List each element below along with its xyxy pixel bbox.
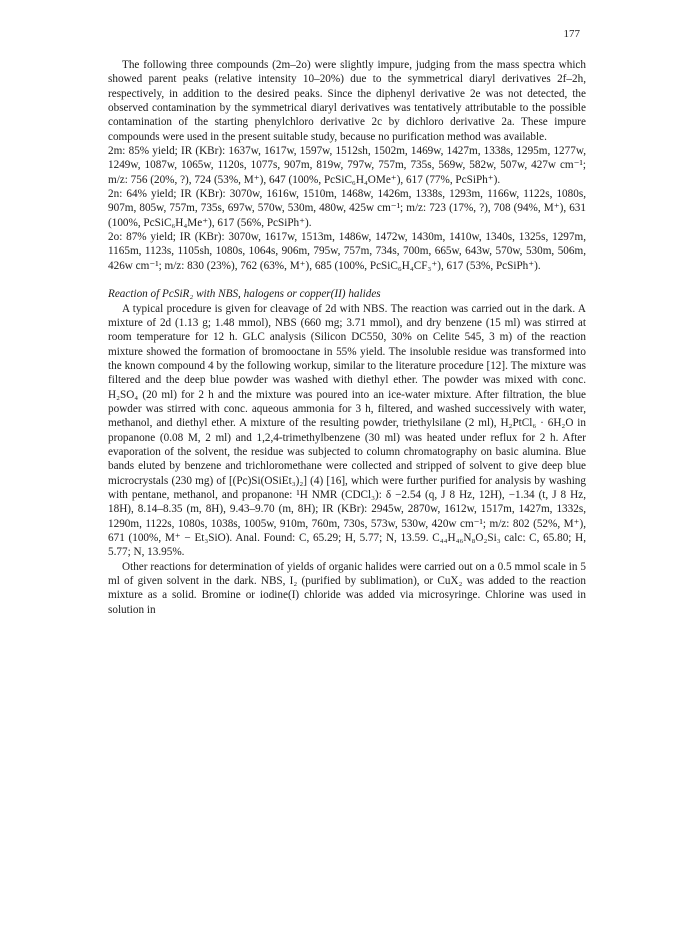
intro-paragraph: The following three compounds (2m–2o) were slightly impure, judging from the mass spectra which showed parent peaks (relative intensity 10–20%) due to the symmetrical diaryl derivatives 2f–2h, respectively, in addition to the desired peaks. Since the diphenyl derivative 2e was not detected, the observed contamination by the symmetrical diaryl derivatives was tentatively attributable to the possible contamination of the starting phenylchloro derivative 2c by dichloro derivative 2a. These impure compounds were used in the present suitable study, because no purification method was available.: [108, 59, 586, 143]
other-reactions-paragraph: Other reactions for determination of yields of organic halides were carried out on a 0.5 mmol scale in 5 ml of given solvent in the dark. NBS, I₂ (purified by sublimation), or CuX₂ was added to the reaction mixture as a solid. Bromine or iodine(I) chloride was added via microsyringe. Chlorine was used in solution in: [108, 560, 586, 616]
page-number: 177: [563, 28, 580, 40]
compound-2o-data: 2o: 87% yield; IR (KBr): 3070w, 1617w, 1513m, 1486w, 1472w, 1430m, 1410w, 1340s, 1325s, 1297m, 1165m, 1123s, 1105sh, 1080s, 1064s, 906m, 795w, 757m, 734s, 700m, 665w, 643w, 570w, 530m, 506m, 426w cm⁻¹; m/z: 830 (23%), 762 (63%, M⁺), 685 (100%, PcSiC₆H₄CF₃⁺), 617 (53%, PcSiPh⁺).: [108, 231, 586, 272]
compound-2n-data: 2n: 64% yield; IR (KBr): 3070w, 1616w, 1510m, 1468w, 1426m, 1338s, 1293m, 1166w, 1122s, 1080s, 907m, 805w, 757m, 735s, 697w, 570w, 530m, 480w, 425w cm⁻¹; m/z: 723 (17%, ?), 708 (94%, M⁺), 631 (100%, PcSiC₆H₄Me⁺), 617 (56%, PcSiPh⁺).: [108, 188, 586, 229]
body-text: [108, 58, 586, 617]
section-heading: Reaction of PcSiR₂ with NBS, halogens or copper(II) halides: [108, 288, 381, 301]
compound-2m-data: 2m: 85% yield; IR (KBr): 1637w, 1617w, 1597w, 1512sh, 1502m, 1469w, 1427m, 1338s, 1295m, 1277w, 1249w, 1087w, 1065w, 1120s, 1077s, 907m, 819w, 797w, 757m, 735s, 569w, 582w, 507w, 427w cm⁻¹; m/z: 756 (20%, ?), 724 (53%, M⁺), 647 (100%, PcSiC₆H₄OMe⁺), 617 (77%, PcSiPh⁺).: [108, 145, 586, 186]
procedure-paragraph: A typical procedure is given for cleavage of 2d with NBS. The reaction was carried out in the dark. A mixture of 2d (1.13 g; 1.48 mmol), NBS (660 mg; 3.71 mmol), and dry benzene (15 ml) was stirred at room temperature for 12 h. GLC analysis (Silicon DC550, 30% on Celite 545, 3 m) of the reaction mixture showed the formation of bromooctane in 55% yield. The insoluble residue was transformed into the known compound 4 by the following workup, similar to the literature procedure [12]. The mixture was filtered and the deep blue powder was washed with diethyl ether. The powder was mixed with conc. H₂SO₄ (20 ml) for 2 h and the mixture was poured into an ice-water mixture. After filtration, the blue powder was stirred with conc. aqueous ammonia for 3 h, filtered, and washed successively with water, methanol, and diethyl ether. A mixture of the resulting powder, triethylsilane (2 ml), H₂PtCl₆ · 6H₂O in propanone (0.08 M, 2 ml) and 1,2,4-trimethylbenzene (30 ml) was heated under reflux for 2 h. After evaporation of the solvent, the residue was subjected to column chromatography on basic alumina. Blue bands eluted by benzene and trichloromethane were collected and stripped of solvent to give deep blue microcrystals (230 mg) of [(Pc)Si(OSiEt₃)₂] (4) [16], which were further purified for analysis by washing with pentane, methanol, and propanone: ¹H NMR (CDCl₃): δ −2.54 (q, J 8 Hz, 12H), −1.34 (t, J 8 Hz, 18H), 8.14–8.35 (m, 8H), 9.43–9.70 (m, 8H); IR (KBr): 2945w, 2870w, 1612w, 1517m, 1427m, 1332s, 1290m, 1122s, 1080s, 1038s, 1005w, 910m, 760m, 730s, 573w, 530w, 420w cm⁻¹; m/z: 802 (52%, M⁺), 671 (100%, M⁺ − Et₃SiO). Anal. Found: C, 65.29; H, 5.77; N, 13.59. C₄₄H₄₆N₈O₂Si₃ calc: C, 65.80; H, 5.77; N, 13.95%.: [108, 302, 586, 559]
